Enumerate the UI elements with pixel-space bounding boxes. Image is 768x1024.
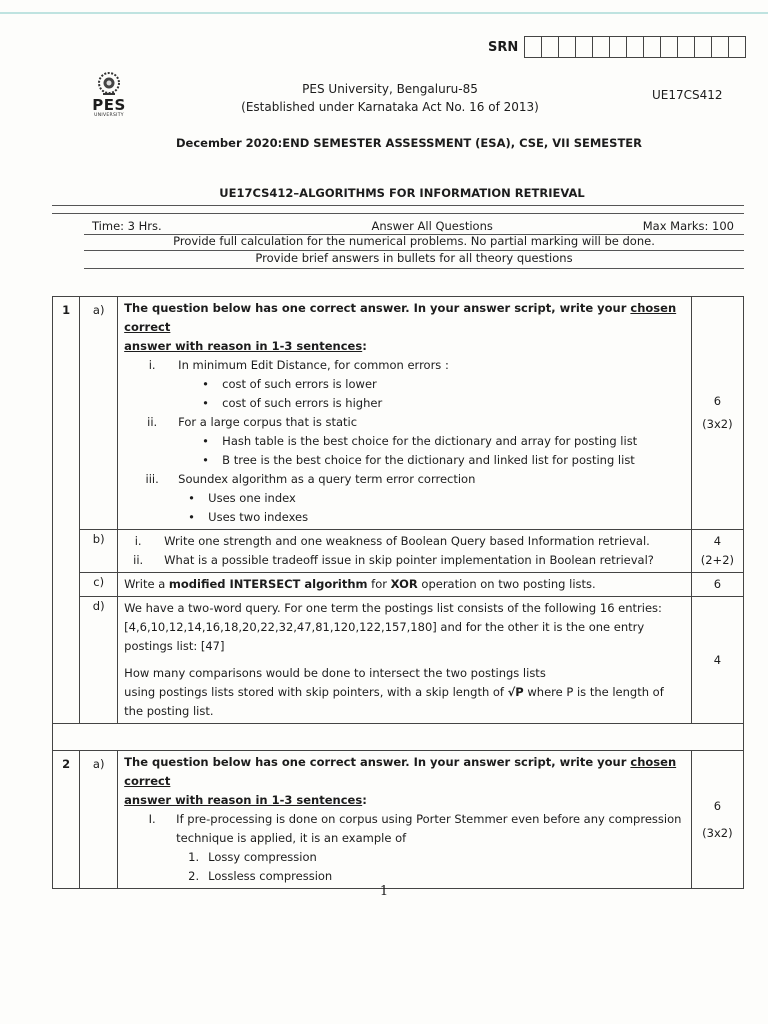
subpart-number: ii. bbox=[133, 553, 144, 567]
course-code: UE17CS412 bbox=[652, 88, 723, 102]
subpart-text: In minimum Edit Distance, for common errors : bbox=[178, 358, 449, 372]
question-text: The question below has one correct answer. In your answer script, write your chosen correct answer with reason in 1-3 sentences: i. In minimum Edit Distance, for common errors : • cost of such errors is lower • cost of such errors is higher ii. For a large corpus that is static • Hash table is the best choice for the dictionary and array for posting list • B tree is the best choice for the dictionary and linked list for posting list iii. Soundex algorithm as a query term error correction • Uses one index • Uses two indexes bbox=[118, 297, 692, 530]
question-text bbox=[118, 573, 692, 597]
course-title: UE17CS412–ALGORITHMS FOR INFORMATION RETRIEVAL bbox=[219, 186, 585, 200]
instruction-underlined: answer with reason in 1-3 sentences bbox=[124, 339, 363, 353]
question-text-bold: modified INTERSECT algorithm bbox=[168, 577, 368, 591]
marks: 6 bbox=[691, 573, 743, 597]
marks: 4 bbox=[713, 534, 722, 548]
question-text bbox=[118, 530, 692, 573]
instruction-text: The question below has one correct answer. In your answer script, write your bbox=[124, 301, 631, 315]
divider bbox=[84, 268, 744, 269]
university-established: (Established under Karnataka Act No. 16 of 2013) bbox=[241, 100, 539, 114]
divider bbox=[52, 205, 744, 206]
part-label: a) bbox=[80, 751, 118, 889]
option-text: Lossless compression bbox=[208, 869, 333, 883]
instruction-underlined: answer with reason in 1-3 sentences bbox=[124, 793, 363, 807]
instructions-row bbox=[84, 219, 744, 233]
option-text: cost of such errors is lower bbox=[222, 377, 377, 391]
option-text: cost of such errors is higher bbox=[222, 396, 383, 410]
part-label: a) bbox=[80, 297, 118, 530]
marks: 6 bbox=[713, 394, 722, 408]
subpart-number: iii. bbox=[145, 472, 159, 486]
srn-box bbox=[729, 37, 745, 57]
question-row bbox=[53, 751, 744, 889]
subpart-text: If pre-processing is done on corpus using Porter Stemmer even before any compression technique is applied, it is an example of bbox=[176, 812, 682, 845]
part-label: c) bbox=[80, 573, 118, 597]
instruction-line-1: Provide full calculation for the numerical problems. No partial marking will be done. bbox=[173, 234, 655, 248]
instruction-text: The question below has one correct answer. In your answer script, write your bbox=[124, 755, 631, 769]
option-text: Uses two indexes bbox=[208, 510, 309, 524]
question-row bbox=[53, 597, 744, 724]
marks-detail: (3x2) bbox=[702, 417, 733, 431]
option-text: Uses one index bbox=[208, 491, 296, 505]
question-row bbox=[53, 573, 744, 597]
question-paragraph: How many comparisons would be done to intersect the two postings lists bbox=[124, 666, 546, 680]
logo-subtext: UNIVERSITY bbox=[94, 113, 124, 118]
max-marks: Max Marks: 100 bbox=[642, 219, 734, 233]
subpart-number: ii. bbox=[147, 415, 158, 429]
spacer-row bbox=[53, 724, 744, 751]
question-text-bold: XOR bbox=[390, 577, 418, 591]
srn-box bbox=[627, 37, 644, 57]
divider bbox=[52, 213, 744, 214]
question-text bbox=[118, 597, 692, 724]
question-text-bold: √P bbox=[507, 685, 524, 699]
answer-all-note: Answer All Questions bbox=[371, 219, 493, 233]
part-label: d) bbox=[80, 597, 118, 724]
university-name: PES University, Bengaluru-85 bbox=[302, 82, 478, 96]
colon: : bbox=[362, 339, 367, 353]
instruction-line-2: Provide brief answers in bullets for all theory questions bbox=[255, 251, 573, 265]
question-text-part: using postings lists stored with skip pointers, with a skip length of bbox=[124, 685, 508, 699]
srn-box bbox=[525, 37, 542, 57]
subpart-number: I. bbox=[148, 812, 156, 826]
option-text: Lossy compression bbox=[208, 850, 317, 864]
subpart-text: Soundex algorithm as a query term error correction bbox=[178, 472, 476, 486]
srn-box bbox=[593, 37, 610, 57]
question-row bbox=[53, 530, 744, 573]
question-number: 2 bbox=[53, 751, 80, 889]
srn-field bbox=[488, 36, 746, 58]
question-text-part: for bbox=[367, 577, 391, 591]
part-label: b) bbox=[80, 530, 118, 573]
option-text: B tree is the best choice for the dictionary and linked list for posting list bbox=[222, 453, 635, 467]
question-text bbox=[118, 751, 692, 889]
instruction-underlined: chosen correct bbox=[124, 301, 677, 334]
srn-box bbox=[576, 37, 593, 57]
university-header bbox=[240, 80, 540, 116]
question-text-part: operation on two posting lists. bbox=[417, 577, 596, 591]
srn-box bbox=[678, 37, 695, 57]
srn-box bbox=[695, 37, 712, 57]
marks-cell bbox=[691, 530, 743, 573]
emblem-icon bbox=[94, 70, 124, 98]
option-number: 2. bbox=[188, 869, 200, 883]
option-text: Hash table is the best choice for the dictionary and array for posting list bbox=[222, 434, 638, 448]
subpart-number: i. bbox=[148, 358, 156, 372]
marks-cell bbox=[691, 751, 743, 889]
marks-detail: (3x2) bbox=[702, 825, 733, 840]
exam-title: December 2020:END SEMESTER ASSESSMENT (ESA), CSE, VII SEMESTER bbox=[175, 136, 642, 150]
option-number: 1. bbox=[188, 850, 200, 864]
subpart-text: Write one strength and one weakness of Boolean Query based Information retrieval. bbox=[164, 534, 650, 548]
page-number: 1 bbox=[379, 884, 389, 899]
srn-box bbox=[542, 37, 559, 57]
question-text-part: Write a bbox=[124, 577, 169, 591]
srn-box bbox=[559, 37, 576, 57]
srn-box bbox=[712, 37, 729, 57]
marks-cell bbox=[691, 297, 743, 530]
question-row bbox=[53, 297, 744, 530]
questions-table bbox=[52, 296, 744, 889]
srn-boxes bbox=[524, 36, 746, 58]
srn-box bbox=[610, 37, 627, 57]
question-text-part: where P is the length of the posting list. bbox=[124, 685, 664, 718]
question-paragraph: We have a two-word query. For one term the postings list consists of the following 16 entries: [4,6,10,12,14,16,18,20,22,32,47,81,120,122,157,180] and for the other it is the one entry postings list: [47] bbox=[124, 601, 662, 653]
subpart-text: For a large corpus that is static bbox=[178, 415, 358, 429]
scan-edge-line bbox=[0, 12, 768, 14]
subpart-number: i. bbox=[134, 534, 142, 548]
srn-label: SRN bbox=[488, 39, 519, 55]
logo-text: PES bbox=[92, 96, 126, 114]
marks: 4 bbox=[691, 597, 743, 724]
university-logo bbox=[84, 70, 134, 130]
question-number: 1 bbox=[53, 297, 80, 724]
instruction-underlined: chosen correct bbox=[124, 755, 677, 788]
time-allowed: Time: 3 Hrs. bbox=[92, 219, 162, 233]
marks: 6 bbox=[713, 798, 722, 813]
colon: : bbox=[362, 793, 367, 807]
marks-detail: (2+2) bbox=[700, 553, 734, 567]
subpart-text: What is a possible tradeoff issue in skip pointer implementation in Boolean retrieval? bbox=[164, 553, 654, 567]
spacer-cell bbox=[53, 724, 744, 751]
srn-box bbox=[644, 37, 661, 57]
srn-box bbox=[661, 37, 678, 57]
